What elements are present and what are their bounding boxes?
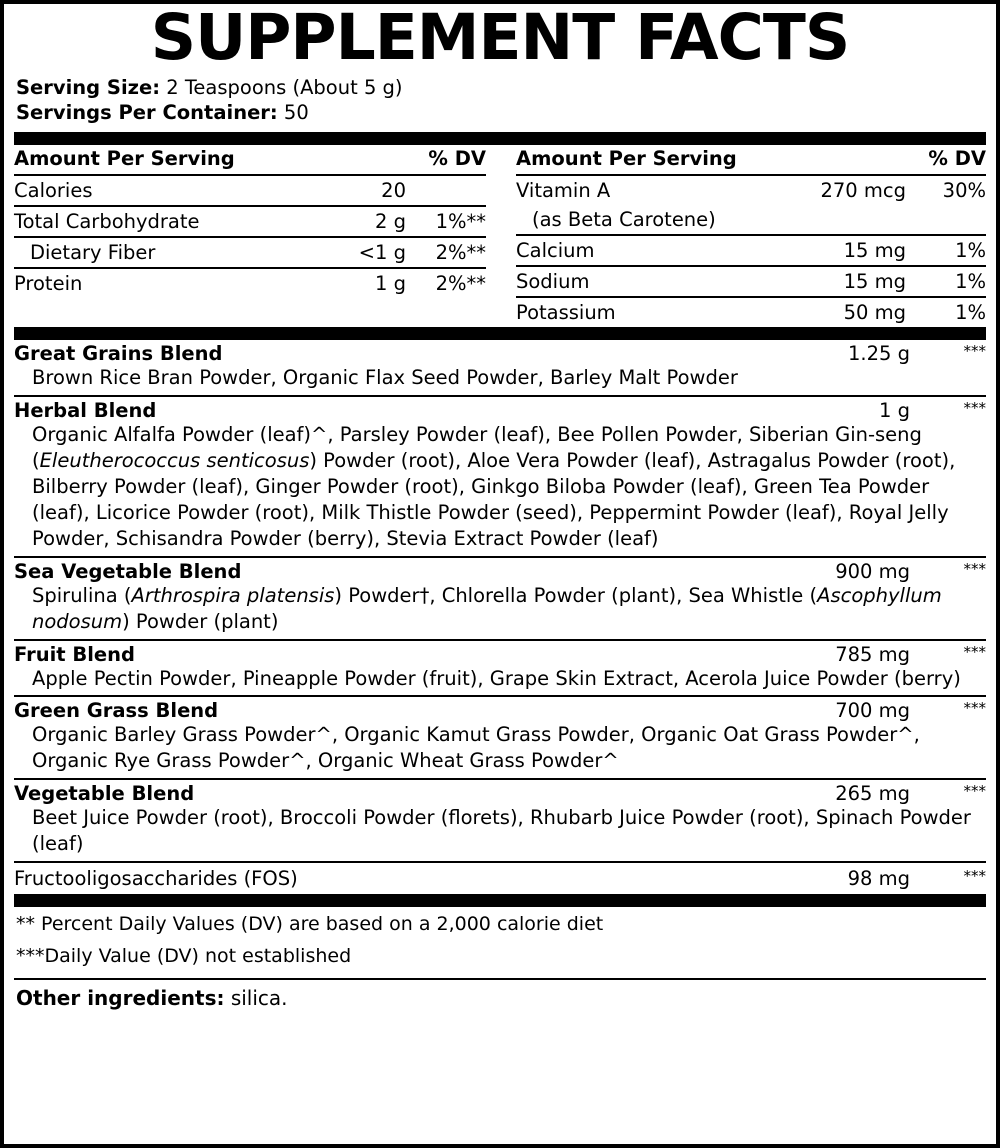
blend-ingredients: Beet Juice Powder (root), Broccoli Powder (florets), Rhubarb Juice Powder (root), Spinach Powder (leaf): [32, 806, 971, 856]
table-row: [14, 175, 486, 206]
blend-header-row: [14, 697, 986, 722]
blend-amount: 700 mg: [835, 699, 910, 723]
nutrient-amount: 15 mg: [797, 235, 906, 266]
blend-header-row: [14, 780, 986, 805]
blend-dv: ***: [963, 782, 986, 801]
nutrient-note-dv: [906, 205, 986, 235]
spacer-cell-right: [797, 145, 906, 175]
table-row: [14, 206, 486, 237]
blend-ingredients: Apple Pectin Powder, Pineapple Powder (fruit), Grape Skin Extract, Acerola Juice Powder (berry): [32, 666, 961, 690]
nutrient-dv: 1%: [906, 235, 986, 266]
other-ingredients-line: [14, 980, 986, 1010]
divider-thick-bottom: [14, 894, 986, 907]
single-ingredient-amount: 98 mg: [847, 867, 910, 891]
blend-name: Great Grains Blend: [14, 342, 223, 366]
other-ingredients-label: Other ingredients:: [16, 986, 225, 1011]
nutrient-amount: 15 mg: [797, 266, 906, 297]
nutrient-dv: 30%: [942, 179, 986, 203]
nutrient-name: Potassium: [516, 301, 616, 325]
blend-dv: ***: [963, 399, 986, 418]
table-header-row-right: [516, 145, 986, 175]
serving-size-line: [16, 76, 986, 101]
blend-header-row: [14, 340, 986, 365]
blend-amount: 900 mg: [835, 559, 910, 583]
nutrient-dv: 2%**: [435, 272, 486, 296]
blend-dv: ***: [963, 559, 986, 578]
nutrient-columns: [14, 145, 986, 327]
nutrient-amount: 50 mg: [843, 301, 906, 325]
blend-header-row: [14, 397, 986, 422]
blend-name: Green Grass Blend: [14, 699, 219, 723]
blend-ingredients: Organic Barley Grass Powder^, Organic Kamut Grass Powder, Organic Oat Grass Powder^, Organic Rye Grass Powder^, Organic Wheat Grass Powder^: [32, 723, 920, 773]
nutrient-dv: 1%: [906, 266, 986, 297]
blend-dv: ***: [963, 642, 986, 661]
blend-dv: ***: [963, 699, 986, 718]
divider-thick-top: [14, 132, 986, 145]
dv-header-left: % DV: [406, 145, 486, 175]
blend-ingredients: Brown Rice Bran Powder, Organic Flax Seed Powder, Barley Malt Powder: [32, 366, 738, 390]
footnote-dv-basis: ** Percent Daily Values (DV) are based on a 2,000 calorie diet: [16, 913, 604, 936]
nutrient-dv: 1%: [955, 301, 986, 325]
nutrient-amount: 1 g: [375, 272, 406, 296]
single-ingredient-row: [14, 863, 986, 894]
table-row: [14, 237, 486, 268]
blend-amount: 1 g: [879, 399, 910, 423]
nutrient-name: Calcium: [516, 235, 797, 266]
table-header-row-left: [14, 145, 486, 175]
nutrient-name: Total Carbohydrate: [14, 206, 337, 237]
blends-section: [14, 340, 986, 894]
footnote-dv-not-established: ***Daily Value (DV) not established: [16, 944, 352, 967]
nutrient-name: Calories: [14, 175, 337, 206]
blend-name: Vegetable Blend: [14, 782, 195, 806]
table-row: [516, 266, 986, 297]
blend-ingredients: Organic Alfalfa Powder (leaf)^, Parsley Powder (leaf), Bee Pollen Powder, Siberian Gin-seng (Eleutherococcus senticosus) Powder (root), Aloe Vera Powder (leaf), Astragalus Powder (root), Bilberry Powder (leaf), Ginger Powder (root), Ginkgo Biloba Powder (leaf), Green Tea Powder (leaf), Licorice Powder (root), Milk Thistle Powder (seed), Peppermint Powder (leaf), Royal Jelly Powder, Schisandra Powder (berry), Stevia Extract Powder (leaf): [32, 423, 956, 550]
blend-header-row: [14, 641, 986, 666]
nutrient-amount: 20: [337, 175, 406, 206]
single-ingredient-name: Fructooligosaccharides (FOS): [14, 867, 298, 891]
serving-size-label: Serving Size:: [16, 76, 161, 100]
nutrient-amount: <1 g: [337, 237, 406, 268]
nutrient-dv: 1%**: [406, 206, 486, 237]
single-ingredient-dv: ***: [963, 867, 986, 886]
blend-amount: 1.25 g: [848, 342, 910, 366]
dv-header-right: % DV: [906, 145, 986, 175]
other-ingredients-value: silica.: [230, 986, 288, 1011]
serving-size-value: 2 Teaspoons (About 5 g): [166, 76, 403, 100]
nutrient-table-left: [14, 145, 486, 298]
amount-per-serving-header-right: Amount Per Serving: [516, 145, 797, 175]
table-row: [516, 235, 986, 266]
blend-amount: 785 mg: [835, 642, 910, 666]
nutrient-name: Protein: [14, 272, 83, 296]
amount-per-serving-header-left: Amount Per Serving: [14, 145, 337, 175]
table-row: [516, 297, 986, 327]
servings-per-container-line: [16, 101, 986, 126]
blend-ingredients: Spirulina (Arthrospira platensis) Powder†, Chlorella Powder (plant), Sea Whistle (Ascophyllum nodosum) Powder (plant): [32, 583, 942, 633]
servings-per-container-value: 50: [283, 101, 309, 125]
blend-name: Sea Vegetable Blend: [14, 559, 242, 583]
table-row-note: [516, 205, 986, 235]
nutrient-dv: [406, 175, 486, 206]
nutrient-column-left: [14, 145, 500, 327]
page-title: SUPPLEMENT FACTS: [150, 1, 850, 74]
blend-name: Herbal Blend: [14, 399, 157, 423]
nutrient-table-right: [516, 145, 986, 327]
blend-dv: ***: [963, 342, 986, 361]
divider-thick-middle: [14, 327, 986, 340]
nutrient-name: Sodium: [516, 266, 797, 297]
nutrient-dv: 2%**: [406, 237, 486, 268]
table-row: [14, 268, 486, 298]
nutrient-name: Vitamin A: [516, 179, 611, 203]
nutrient-amount: 2 g: [337, 206, 406, 237]
nutrient-column-right: [500, 145, 986, 327]
blend-name: Fruit Blend: [14, 642, 135, 666]
blend-header-row: [14, 558, 986, 583]
spacer-cell-left: [337, 145, 406, 175]
servings-per-container-label: Servings Per Container:: [16, 101, 278, 125]
blend-amount: 265 mg: [835, 782, 910, 806]
nutrient-amount: 270 mcg: [820, 179, 906, 203]
nutrient-name: Dietary Fiber: [14, 237, 337, 268]
nutrient-note-amount: [797, 205, 906, 235]
nutrient-note: (as Beta Carotene): [516, 205, 797, 235]
table-row: [516, 175, 986, 205]
